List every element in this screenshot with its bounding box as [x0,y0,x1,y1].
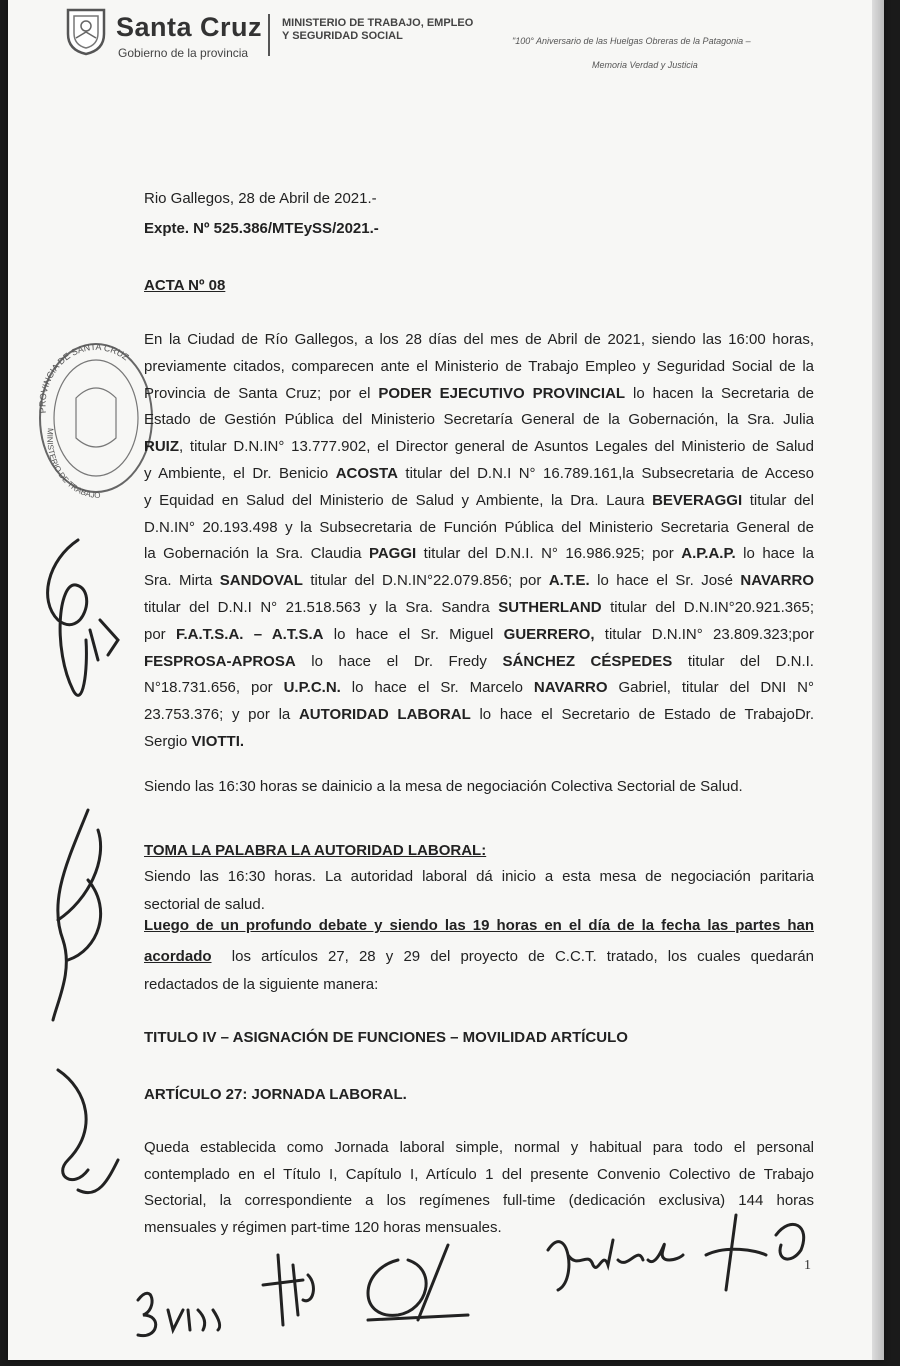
paragraph-line [144,569,814,593]
paragraph-line [144,596,814,620]
text-segment: Provincia de Santa Cruz; por el [144,384,379,402]
text-segment: lo hacen la Secretaria de [625,384,815,402]
text-segment: titular del D.N.IN°22.079.856; por [302,572,549,590]
paragraph-line [144,703,814,727]
document-page [8,0,884,1360]
paragraph-line [144,435,814,459]
bold-name: VIOTTI. [191,733,245,750]
bold-name: NAVARRO [533,679,608,697]
bold-name: RUIZ [144,438,179,456]
bold-name: BEVERAGGI [652,491,743,509]
text-segment: titular D.N.IN° 23.809.323;por [594,625,814,643]
bold-name: F.A.T.S.A. – A.T.S.A [175,625,324,643]
bold-name: ACOSTA [335,465,398,482]
signature-bottom-2 [258,1245,328,1345]
text-segment: titular del D.N.I N° 21.518.563 y la Sra. Sandra [144,599,499,616]
signature-left-3 [28,1060,138,1230]
bold-name: NAVARRO [740,572,815,590]
text-segment: y Equidad en Salud del Ministerio de Salud y Ambiente, la Dra. Laura [144,491,653,509]
header-divider [268,14,270,56]
signature-left-1 [28,530,138,730]
bold-name: AUTORIDAD LABORAL [298,706,471,724]
text-segment: lo hace el Secretario de Estado de TrabajoDr. [470,706,814,724]
bold-name: PODER EJECUTIVO PROVINCIAL [378,384,626,402]
text-segment: la Gobernación la Sra. Claudia [144,545,369,563]
official-stamp [28,318,156,498]
ministry-line-1: MINISTERIO DE TRABAJO, EMPLEO [282,17,474,29]
svg-text:PROVINCIA DE SANTA CRUZ [37,342,131,414]
text-segment: Sra. Mirta [144,572,220,590]
text-segment: N°18.731.656, por [144,679,284,697]
paragraph-line: mensuales y régimen part-time 120 horas mensuales. [144,1218,502,1236]
acordado-text: acordado [144,948,212,965]
text-segment: titular del D.N.I. [672,652,814,670]
paragraph-line [144,516,814,540]
bold-name: U.P.C.N. [283,679,341,697]
acuerdo-rest-text: los artículos 27, 28 y 29 del proyecto de C.C.T. tratado, los cuales quedarán [211,948,814,965]
bold-name: SÁNCHEZ CÉSPEDES [502,652,673,670]
bold-name: GUERRERO, [503,625,595,643]
svg-text:MINISTERIO DE TRABAJO [45,428,100,498]
expediente-number: Expte. Nº 525.386/MTEySS/2021.- [144,220,379,237]
signature-bottom-1 [128,1270,238,1350]
signature-bottom-4 [538,1210,688,1300]
titulo-heading: TITULO IV – ASIGNACIÓN DE FUNCIONES – MOVILIDAD ARTÍCULO [144,1029,628,1046]
ministry-name [282,17,502,43]
bold-name: A.P.A.P. [681,545,736,563]
signature-bottom-3 [348,1240,478,1330]
paragraph-line [144,489,814,513]
paragraph-line: Sectorial, la correspondiente a los regímenes full-time (dedicación exclusiva) 144 horas [144,1192,814,1209]
brand-title: Santa Cruz [116,12,263,42]
text-segment: y Ambiente, el Dr. Benicio [144,465,336,482]
articulo-heading: ARTÍCULO 27: JORNADA LABORAL. [144,1086,407,1103]
paragraph-acuerdo-line-2 [144,945,814,969]
text-segment: Sergio [144,733,192,750]
text-segment: Gabriel, titular del DNI N° [607,679,814,697]
text-segment: 23.753.376; y por la [144,706,299,724]
paragraph-line [144,542,814,566]
text-segment: lo hace el Sr. Miguel [323,625,504,643]
ministry-line-2: Y SEGURIDAD SOCIAL [282,30,403,42]
text-segment: previamente citados, comparecen ante el Ministerio de Trabajo Empleo y Seguridad Social de la [144,357,814,375]
bold-name: A.T.E. [548,572,590,590]
paragraph-line: Queda establecida como Jornada laboral simple, normal y habitual para todo el personal [144,1139,814,1156]
page-number: 1 [804,1258,811,1273]
paragraph-inicio: Siendo las 16:30 horas se dainicio a la mesa de negociación Colectiva Sectorial de Salud. [144,778,743,795]
paragraph-line [144,355,814,379]
text-segment: En la Ciudad de Río Gallegos, a los 28 días del mes de Abril de 2021, siendo las 16:00 horas, [144,331,814,348]
text-segment: lo hace el Sr. Marcelo [340,679,534,697]
anniversary-line-1: "100° Aniversario de las Huelgas Obreras de la Patagonia – [512,36,751,46]
text-segment: titular del D.N.IN°20.921.365; [601,599,814,616]
bold-name: FESPROSA-APROSA [144,652,296,670]
paragraph-line [144,382,814,406]
paragraph-line [144,676,814,700]
paragraph-autoridad-line-1: Siendo las 16:30 horas. La autoridad laboral dá inicio a esta mesa de negociación paritaria [144,868,814,885]
paragraph-line [144,462,814,486]
anniversary-line-2: Memoria Verdad y Justicia [592,60,698,70]
paragraph-line: contemplado en el Título I, Capítulo I, Artículo 1 del presente Convenio Colectivo de Trabajo [144,1165,814,1183]
text-segment: titular del D.N.I N° 16.789.161,la Subsecretaria de Acceso [397,465,815,482]
place-date: Rio Gallegos, 28 de Abril de 2021.- [144,190,377,207]
text-segment: por [144,625,176,643]
stamp-text-bottom: MINISTERIO DE TRABAJO [45,427,101,498]
text-segment: lo hace el Sr. José [589,572,741,590]
signature-bottom-5 [696,1205,816,1295]
paragraph-autoridad-line-2: sectorial de salud. [144,896,265,913]
paragraph-acuerdo-line-3: redactados de la siguiente manera: [144,976,379,993]
paragraph-line [144,623,814,647]
letterhead [64,4,864,74]
paragraph-line [144,328,814,352]
paragraph-line [144,730,244,754]
text-segment: titular del D.N.I. N° 16.986.925; por [416,545,682,563]
stamp-text-top: PROVINCIA DE SANTA CRUZ [37,341,131,414]
section-heading-autoridad: TOMA LA PALABRA LA AUTORIDAD LABORAL: [144,842,487,859]
province-shield-icon [64,6,108,56]
paragraph-acuerdo-line-1: Luego de un profundo debate y siendo las 19 horas en el día de la fecha las partes han [144,917,814,934]
bold-name: SANDOVAL [219,572,303,590]
bold-name: SUTHERLAND [498,599,602,616]
text-segment: lo hace la [735,545,814,563]
text-segment: titular del [742,491,814,509]
bold-name: PAGGI [368,545,417,563]
paragraph-line [144,408,814,432]
text-segment: Estado de Gestión Pública del Ministerio Secretaría General de la Gobernación, la Sra. Julia [144,411,814,429]
text-segment: lo hace el Dr. Fredy [295,652,503,670]
signature-left-2 [28,800,138,1030]
paragraph-line [144,650,814,674]
acta-number: ACTA Nº 08 [144,277,226,294]
brand-subtitle: Gobierno de la provincia [118,46,249,60]
page-edge [872,0,884,1360]
text-segment: , titular D.N.IN° 13.777.902, el Director general de Asuntos Legales del Ministerio de Salud [179,438,814,456]
text-segment: D.N.IN° 20.193.498 y la Subsecretaria de Función Pública del Ministerio Secretaria General de [144,518,814,536]
